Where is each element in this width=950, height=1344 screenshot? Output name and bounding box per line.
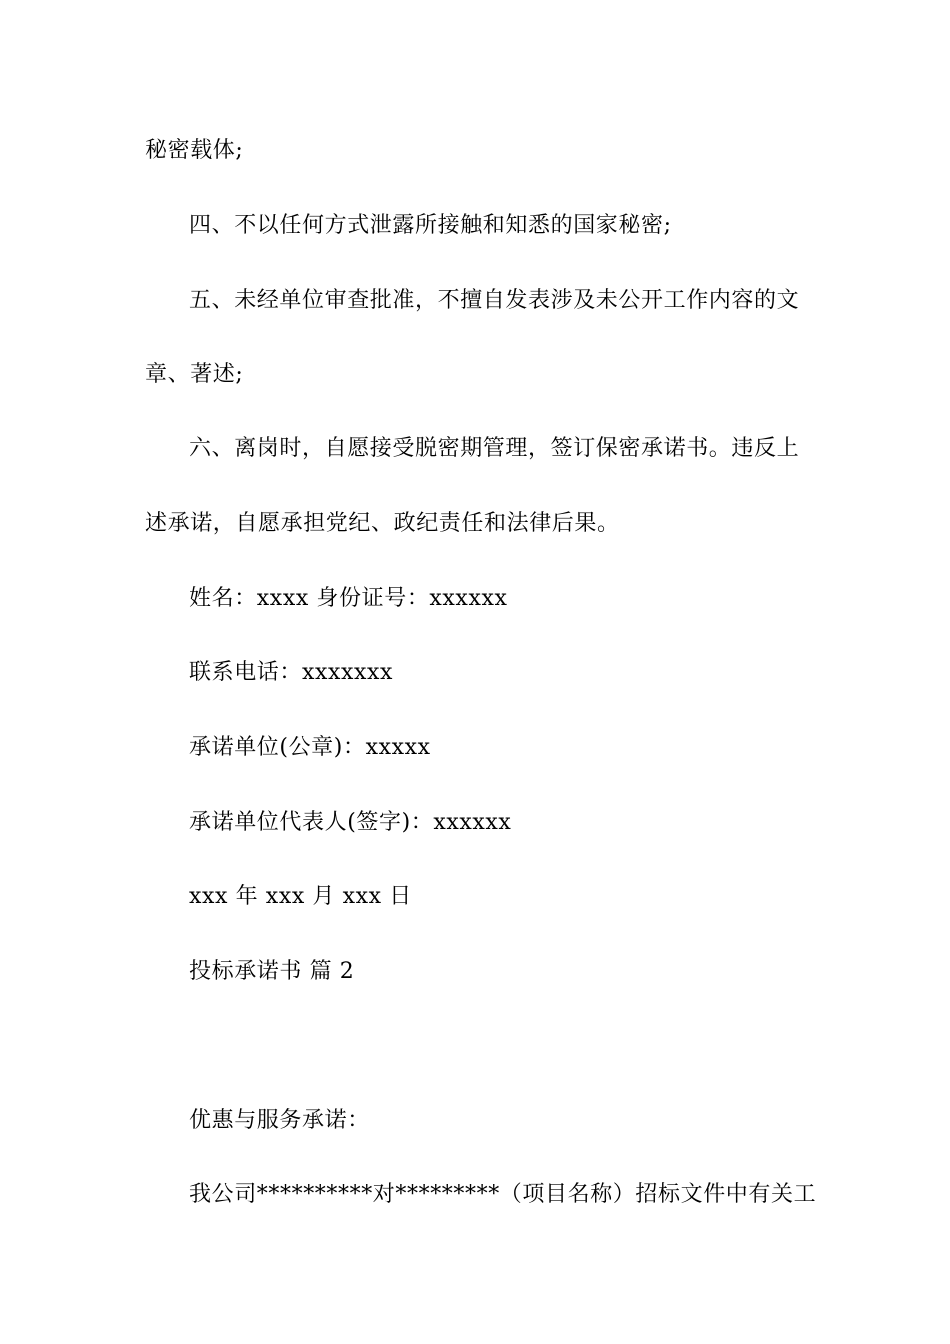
section-heading: 优惠与服务承诺： xyxy=(189,1108,370,1133)
date-line: xxx 年 xxx 月 xxx 日 xyxy=(189,884,412,909)
section-title: 投标承诺书 篇 2 xyxy=(189,959,355,984)
paragraph-line: 章、著述; xyxy=(145,362,244,387)
phone-line: 联系电话：xxxxxxx xyxy=(189,660,394,685)
paragraph-line: 述承诺，自愿承担党纪、政纪责任和法律后果。 xyxy=(145,511,620,536)
paragraph-line: 秘密载体; xyxy=(145,138,244,163)
paragraph-line: 六、离岗时，自愿接受脱密期管理，签订保密承诺书。违反上 xyxy=(189,436,800,461)
representative-signature-line: 承诺单位代表人(签字)：xxxxxx xyxy=(189,810,512,835)
paragraph-line: 四、不以任何方式泄露所接触和知悉的国家秘密; xyxy=(189,213,672,238)
paragraph-line: 五、未经单位审查批准，不擅自发表涉及未公开工作内容的文 xyxy=(189,288,800,313)
paragraph-line: 我公司**********对*********（项目名称）招标文件中有关工 xyxy=(189,1182,817,1207)
unit-seal-line: 承诺单位(公章)：xxxxx xyxy=(189,735,431,760)
name-id-line: 姓名：xxxx 身份证号：xxxxxx xyxy=(189,586,508,611)
